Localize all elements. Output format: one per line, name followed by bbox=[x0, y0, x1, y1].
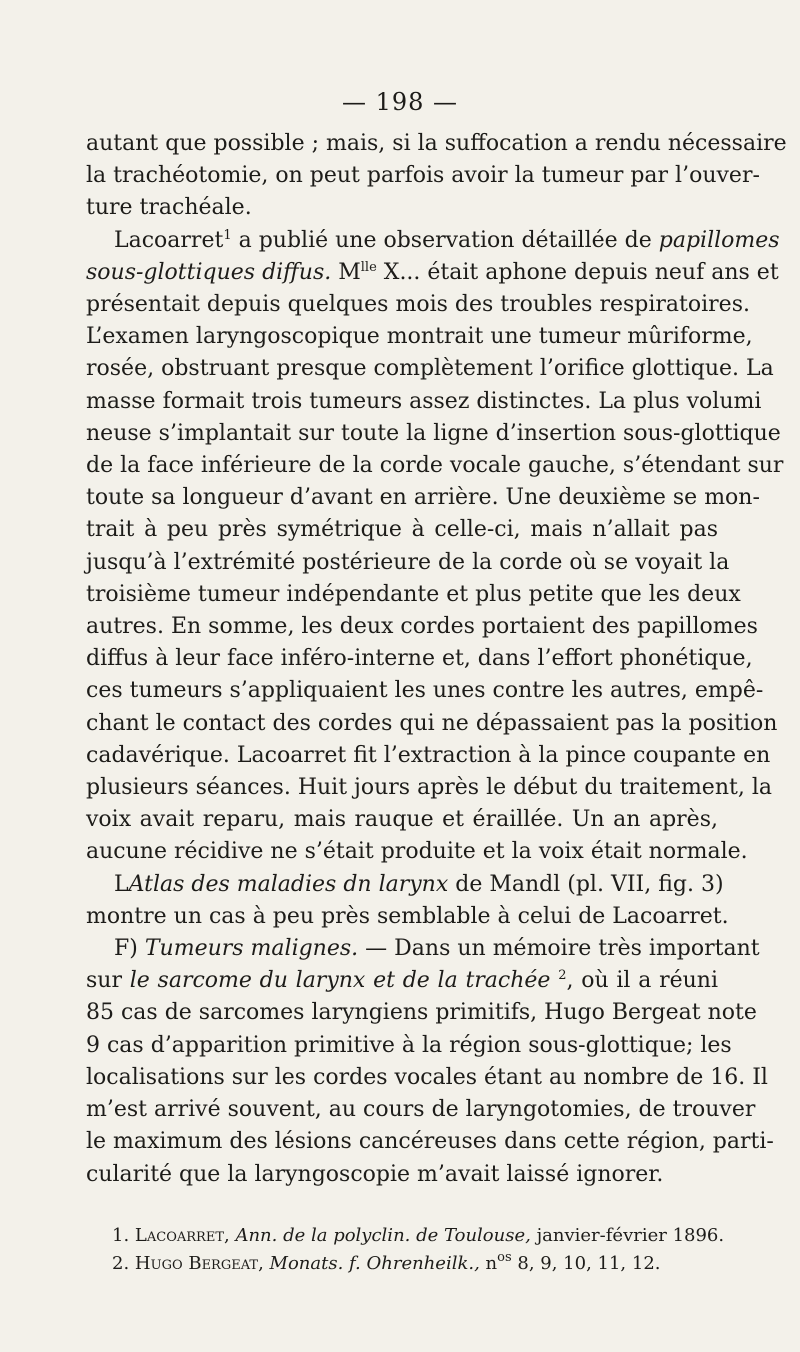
section-title: Tumeurs malignes. bbox=[144, 936, 359, 962]
body-text bbox=[86, 128, 787, 1191]
text-line bbox=[86, 257, 779, 289]
text-line: toute sa longueur d’avant en arrière. Une deuxième se mon- bbox=[86, 485, 760, 511]
footnote-ref: 1 bbox=[223, 227, 232, 243]
section-marker: F) bbox=[114, 936, 138, 962]
text-fragment: , où il a réuni bbox=[566, 968, 718, 994]
text-line: autant que possible ; mais, si la suffocation a rendu nécessaire bbox=[86, 131, 787, 156]
superscript: lle bbox=[360, 259, 377, 275]
italic-term: sous-glottiques diffus. bbox=[86, 259, 332, 285]
footnote-2 bbox=[112, 1250, 712, 1278]
text-line: de la face inférieure de la corde vocale gauche, s’étendant sur bbox=[86, 453, 784, 479]
text-line: L’examen laryngoscopique montrait une tumeur mûriforme, bbox=[86, 324, 753, 350]
page-number: — 198 — bbox=[341, 88, 459, 116]
footnote-details: janvier-février 1896. bbox=[536, 1225, 725, 1246]
footnote-number: 1. bbox=[112, 1225, 130, 1246]
text-line bbox=[86, 933, 760, 965]
text-line: trait à peu près symétrique à celle-ci, mais n’allait pas bbox=[86, 517, 718, 543]
text-line: m’est arrivé souvent, au cours de laryngotomies, de trouver bbox=[86, 1097, 756, 1123]
text-line: aucune récidive ne s’était produite et la voix était normale. bbox=[86, 839, 748, 865]
text-line: cadavérique. Lacoarret fit l’extraction à la pince coupante en bbox=[86, 742, 771, 768]
footnote-title: Ann. de la polyclin. de Toulouse, bbox=[235, 1225, 531, 1246]
text-line: voix avait reparu, mais rauque et éraillée. Un an après, bbox=[86, 807, 718, 833]
text-line: ture trachéale. bbox=[86, 195, 252, 221]
footnote-1 bbox=[112, 1222, 725, 1250]
footnote-author: Lacoarret, bbox=[134, 1225, 230, 1246]
superscript: os bbox=[497, 1250, 512, 1265]
text-line bbox=[86, 965, 718, 997]
text-line: ces tumeurs s’appliquaient les unes contre les autres, empê- bbox=[86, 678, 764, 704]
text-line bbox=[86, 225, 780, 257]
footnote-details: 8, 9, 10, 11, 12. bbox=[517, 1253, 661, 1274]
italic-title: Atlas des maladies dn larynx bbox=[128, 871, 449, 897]
text-line: localisations sur les cordes vocales étant au nombre de 16. Il bbox=[86, 1064, 768, 1090]
text-line: cularité que la laryngoscopie m’avait laissé ignorer. bbox=[86, 1161, 664, 1187]
italic-term: papillomes bbox=[658, 227, 780, 253]
text-line: 85 cas de sarcomes laryngiens primitifs, Hugo Bergeat note bbox=[86, 1000, 757, 1026]
text-line bbox=[86, 869, 724, 901]
text-line: le maximum des lésions cancéreuses dans cette région, parti- bbox=[86, 1129, 774, 1155]
text-line: montre un cas à peu près semblable à celui de Lacoarret. bbox=[86, 903, 729, 929]
text-fragment: sur bbox=[86, 968, 122, 994]
text-line: autres. En somme, les deux cordes portaient des papillomes bbox=[86, 614, 758, 640]
text-fragment: L bbox=[114, 871, 129, 897]
text-line: diffus à leur face inféro-interne et, dans l’effort phonétique, bbox=[86, 646, 753, 672]
text-line: neuse s’implantait sur toute la ligne d’insertion sous-glottique bbox=[86, 420, 781, 446]
text-fragment: M bbox=[338, 259, 361, 285]
footnotes bbox=[112, 1222, 725, 1278]
text-line: masse formait trois tumeurs assez distinctes. La plus volumi bbox=[86, 388, 762, 414]
footnote-number: 2. bbox=[112, 1253, 130, 1274]
footnote-details: n bbox=[485, 1253, 498, 1274]
text-line: plusieurs séances. Huit jours après le début du traitement, la bbox=[86, 775, 772, 801]
text-fragment: — Dans un mémoire très important bbox=[365, 936, 760, 962]
text-line: chant le contact des cordes qui ne dépassaient pas la position bbox=[86, 710, 778, 736]
text-line: la trachéotomie, on peut parfois avoir la tumeur par l’ouver- bbox=[86, 163, 760, 189]
text-line: 9 cas d’apparition primitive à la région sous-glottique; les bbox=[86, 1032, 732, 1058]
text-line: présentait depuis quelques mois des troubles respiratoires. bbox=[86, 292, 750, 318]
text-fragment: de Mandl (pl. VII, fig. 3) bbox=[455, 871, 724, 897]
text-line: jusqu’à l’extrémité postérieure de la corde où se voyait la bbox=[86, 549, 730, 575]
text-fragment: a publié une observation détaillée de bbox=[238, 227, 652, 253]
footnote-ref: 2 bbox=[558, 968, 567, 984]
footnote-title: Monats. f. Ohrenheilk., bbox=[269, 1253, 480, 1274]
text-line: rosée, obstruant presque complètement l’orifice glottique. La bbox=[86, 356, 774, 382]
text-fragment: X... était aphone depuis neuf ans et bbox=[383, 259, 779, 285]
italic-title: le sarcome du larynx et de la trachée bbox=[129, 968, 551, 994]
author-name: Lacoarret bbox=[114, 227, 224, 253]
footnote-author: Hugo Bergeat, bbox=[134, 1253, 264, 1274]
text-line: troisième tumeur indépendante et plus petite que les deux bbox=[86, 581, 741, 607]
